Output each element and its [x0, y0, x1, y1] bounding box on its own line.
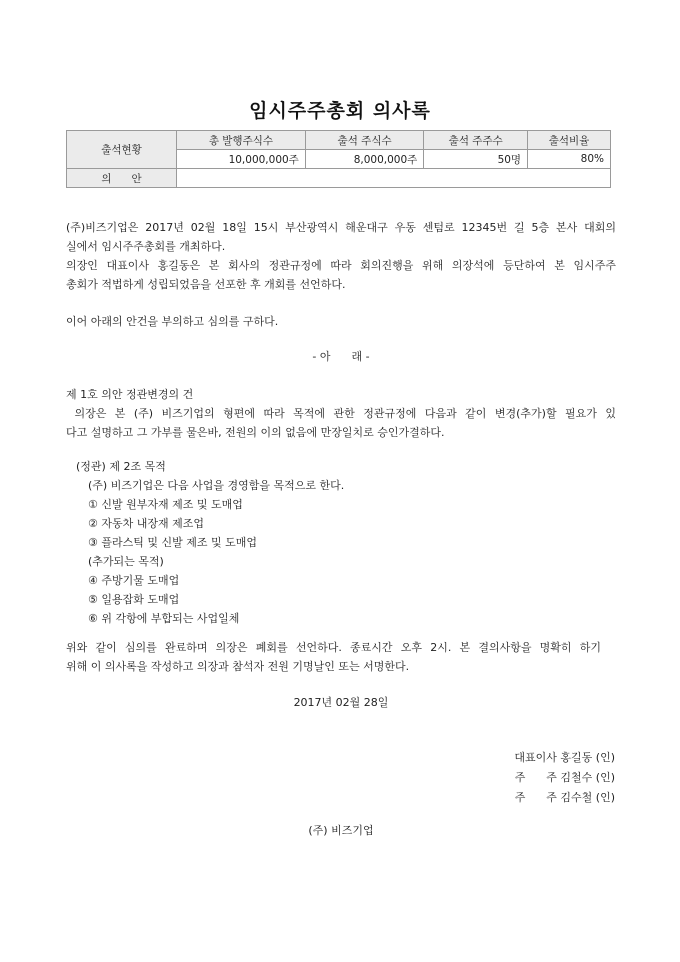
item1-heading: 제 1호 의안 정관변경의 건	[66, 388, 194, 401]
article-item-1: ① 신발 원부자재 제조 및 도매업	[88, 498, 243, 511]
articles-section	[76, 457, 626, 628]
signature-shareholder-1: 주 주 김철수 (인)	[514, 771, 615, 784]
attendance-label: 출석현황	[67, 131, 177, 169]
article-item-5: ⑤ 일용잡화 도매업	[88, 593, 180, 606]
below-marker-section	[66, 347, 616, 366]
intro-line-5: 이어 아래의 안건을 부의하고 심의를 구하다.	[66, 315, 279, 328]
company-name: (주) 비즈기업	[308, 824, 374, 837]
articles-heading: (정관) 제 2조 목적	[76, 460, 166, 473]
item1-section	[66, 385, 616, 442]
article-item-6: ⑥ 위 각항에 부합되는 사업일체	[88, 612, 240, 625]
date-section	[66, 693, 616, 712]
company-section	[66, 821, 616, 840]
agenda-label: 의 안	[67, 169, 177, 188]
document-title: 임시주주총회 의사록	[249, 100, 431, 122]
header-total-shares: 총 발행주식수	[177, 131, 306, 150]
value-attending-shares: 8,000,000주	[305, 150, 424, 169]
document-date: 2017년 02월 28일	[293, 696, 389, 709]
value-total-shares: 10,000,000주	[177, 150, 306, 169]
articles-added-label: (추가되는 목적)	[88, 555, 164, 568]
signature-shareholder-2: 주 주 김수철 (인)	[514, 791, 615, 804]
signature-block	[420, 748, 615, 808]
intro-section	[66, 218, 616, 294]
closing-line-2: 위해 이 의사록을 작성하고 의장과 참석자 전원 기명날인 또는 서명한다.	[66, 660, 410, 673]
agenda-value	[177, 169, 611, 188]
intro-line-1: (주)비즈기업은 2017년 02월 18일 15시 부산광역시 해운대구 우동 센텀로 12345번 길 5층 본사 대회의	[66, 221, 616, 234]
header-attending-shareholders: 출석 주주수	[424, 131, 528, 150]
header-attending-shares: 출석 주식수	[305, 131, 424, 150]
below-marker: - 아 래 -	[312, 350, 370, 363]
articles-intro: (주) 비즈기업은 다음 사업을 경영함을 목적으로 한다.	[88, 479, 345, 492]
closing-line-1: 위와 같이 심의를 완료하며 의장은 폐회를 선언하다. 종료시간 오후 2시. 본 결의사항을 명확히 하기	[66, 641, 601, 654]
value-attendance-rate: 80%	[528, 150, 611, 169]
item1-line-2: 다고 설명하고 그 가부를 물은바, 전원의 이의 없음에 만장일치로 승인가결하다.	[66, 426, 445, 439]
closing-section	[66, 638, 601, 676]
article-item-4: ④ 주방기물 도매업	[88, 574, 180, 587]
article-item-3: ③ 플라스틱 및 신발 제조 및 도매업	[88, 536, 257, 549]
article-item-2: ② 자동차 내장재 제조업	[88, 517, 204, 530]
attendance-table	[66, 130, 611, 188]
intro-line-2: 실에서 임시주주총회를 개최하다.	[66, 240, 226, 253]
signature-ceo: 대표이사 홍길동 (인)	[514, 751, 615, 764]
intro-line-4: 총회가 적법하게 성립되었음을 선포한 후 개회를 선언하다.	[66, 278, 346, 291]
intro-conclusion	[66, 312, 616, 331]
value-attending-shareholders: 50명	[424, 150, 528, 169]
header-attendance-rate: 출석비율	[528, 131, 611, 150]
item1-line-1: 의장은 본 (주) 비즈기업의 형편에 따라 목적에 관한 정관규정에 다음과 같이 변경(추가)할 필요가 있	[66, 407, 616, 420]
intro-line-3: 의장인 대표이사 홍길동은 본 회사의 정관규정에 따라 회의진행을 위해 의장석에 등단하여 본 임시주주	[66, 259, 616, 272]
